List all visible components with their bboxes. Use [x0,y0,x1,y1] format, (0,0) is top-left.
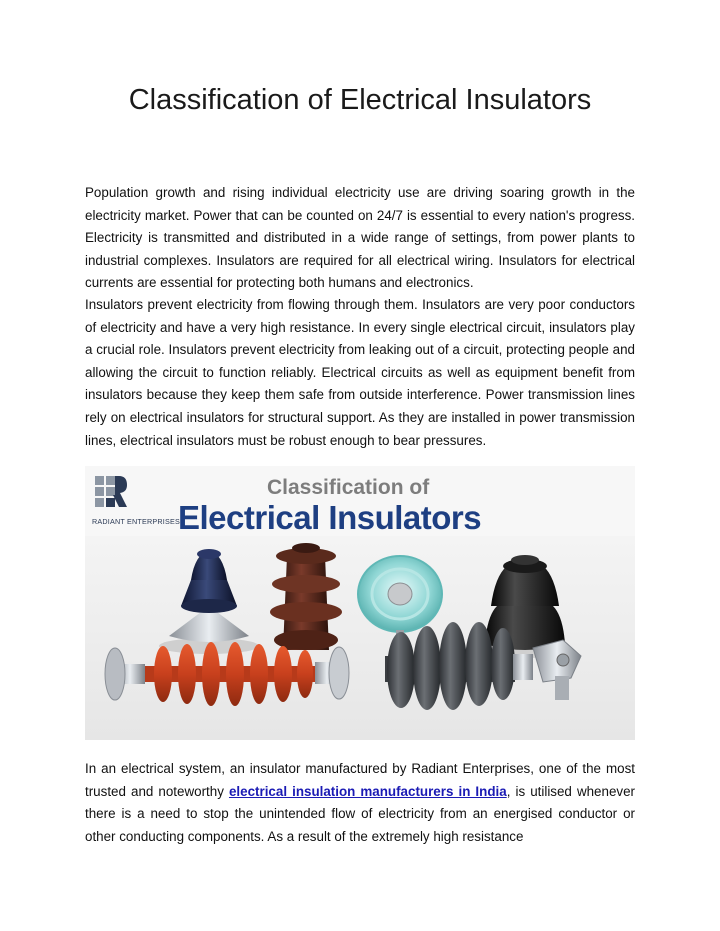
radiant-logo-icon [95,476,127,510]
insulators-illustration [85,536,635,740]
paragraph-intro: Population growth and rising individual electricity use are driving soaring growth in the electricity market. Power that can be counted on 24/7 is essential to every nation's progress. Electricity is transmitted and distributed in a wide range of settings, from power plants to industrial complexes. Insulators are required for all electrical wiring. Insulators for electrical currents are essential for protecting both humans and electronics. [85,185,635,291]
page-title: Classification of Electrical Insulators [128,84,592,116]
paragraph3-text-start: In an electrical system, an insulator manufactured by Radiant Enterprises, one of the most trusted and noteworthy [85,761,635,799]
banner-title-line1: Classification of [267,476,430,499]
banner-title-line2: Electrical Insulators [178,499,482,536]
logo-text: RADIANT ENTERPRISES [92,517,180,526]
paragraph-radiant [85,758,635,848]
insulators-banner-image [85,466,635,740]
radiant-logo [92,476,180,526]
paragraph-insulators: Insulators prevent electricity from flowing through them. Insulators are very poor conductors of electricity and have a very high resistance. In every single electrical circuit, insulators play a crucial role. Insulators prevent electricity from leaking out of a circuit, protecting people and allowing the circuit to function reliably. Electrical circuits as well as equipment benefit from insulators because they keep them safe from outside interference. Power transmission lines rely on electrical insulators for structural support. As they are installed in power transmission lines, electrical insulators must be robust enough to bear pressures. [85,297,635,448]
paragraph3-text-end: , is utilised whenever there is a need to stop the unintended flow of electricity from an energised conductor or other conducting components. As a result of the extremely high resistance [85,783,635,844]
manufacturers-link[interactable]: electrical insulation manufacturers in India [228,783,507,799]
